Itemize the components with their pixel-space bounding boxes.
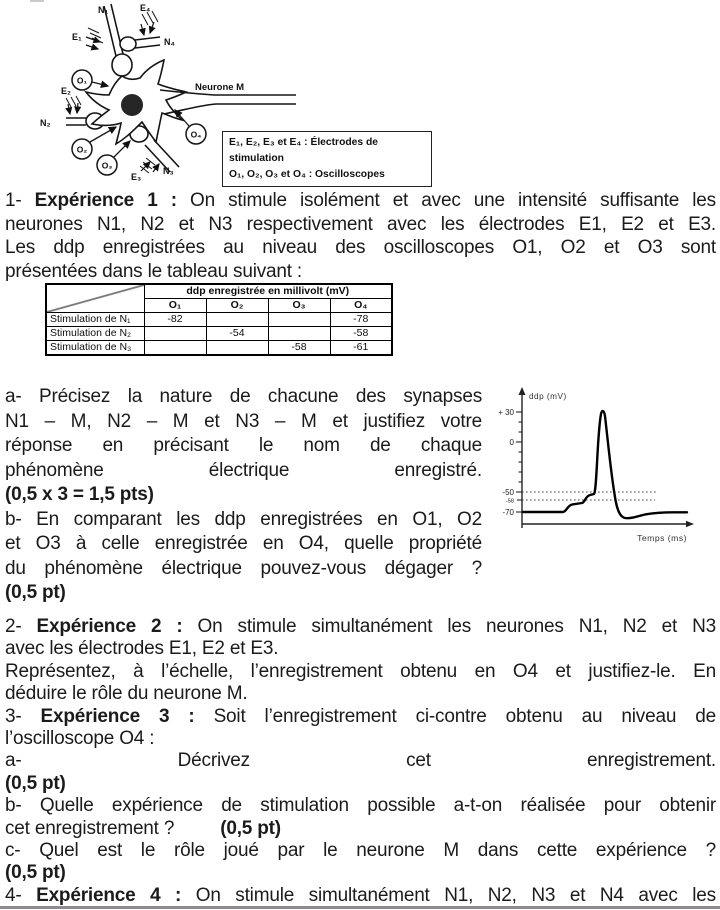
n4-label: N₄ (164, 37, 175, 47)
experiences-2-3-4-section (5, 616, 716, 907)
exp4-line1: On stimule simultanément N1, N2, N3 et N4 avec les (195, 884, 716, 906)
text-line (5, 818, 716, 840)
text-line (5, 885, 716, 907)
exp4-number: 4- (5, 884, 22, 906)
ytick-plus30: + 30 (498, 408, 514, 417)
axes (522, 392, 689, 528)
text-line: Représentez, à l’échelle, l’enregistrement obtenu en O4 et justifiez-le. En (5, 660, 716, 682)
ddp-cell (206, 341, 268, 356)
ddp-cell: -54 (206, 327, 268, 341)
o3-label: O₃ (101, 160, 113, 171)
e3-label: E₃ (131, 172, 142, 182)
text-line: a- Précisez la nature de chacune des synapses (5, 386, 482, 407)
exp2-line1: On stimule simultanément les neurones N1, N2 et N3 (197, 616, 716, 637)
points-b: (0,5 pt) (5, 582, 66, 603)
ddp-cell: -58 (268, 341, 330, 356)
text-line: avec les électrodes E1, E2 et E3. (5, 638, 279, 660)
n2-label: N₂ (40, 118, 51, 128)
points-exp3-b: (0,5 pt) (220, 817, 281, 839)
nucleus (121, 94, 143, 116)
y-axis-arrow (519, 387, 526, 395)
stimulation-electrode-icon-e1 (86, 28, 103, 49)
legend-line-oscilloscopes: O₁, O₂, O₃ et O₄ : Oscilloscopes (229, 168, 385, 180)
oscilloscope-o1 (72, 70, 108, 90)
legend-line-electrodes: E₁, E₂, E₃ et E₄ : Électrodes de stimulation (229, 137, 378, 164)
col-header-o3: O₃ (268, 299, 330, 313)
n2-axon (66, 118, 86, 125)
n1-synaptic-bouton (112, 54, 132, 76)
text-line: c- Quel est le rôle joué par le neurone M dans cette expérience ? (5, 839, 716, 861)
ytick-0: 0 (509, 438, 514, 447)
x-axis-arrow (686, 521, 694, 527)
ddp-cell: -78 (330, 313, 392, 327)
e1-label: E₁ (72, 32, 82, 42)
ytick-minus70: -70 (502, 508, 514, 517)
text-line: neurones N1, N2 et N3 respectivement avec les électrodes E1, E2 et E3. (5, 213, 716, 235)
ddp-cell: -58 (330, 327, 392, 341)
ytick-minus58: -58 (505, 498, 514, 505)
text-line: réponse en précisant le nom de chaque (5, 435, 482, 456)
text-line (5, 706, 716, 728)
text-line: a- Décrivez cet enregistrement. (5, 750, 716, 772)
exp1-number: 1- (5, 190, 22, 211)
text-line: l’oscilloscope O4 : (5, 727, 155, 749)
text-line: b- Quelle expérience de stimulation possible a-t-on réalisée pour obtenir (5, 795, 716, 817)
text-line: du phénomène électrique pouvez-vous dégager ? (5, 557, 482, 579)
col-header-o4: O₄ (330, 299, 392, 313)
text-line: N1 – M, N2 – M et N3 – M et justifiez votre (5, 410, 482, 432)
col-header-o1: O₁ (144, 299, 206, 313)
table-header: ddp enregistrée en millivolt (mV) (144, 284, 392, 299)
text-line: phénomène électrique enregistré. (5, 459, 482, 481)
text-line (5, 616, 716, 638)
table-corner-cell (46, 284, 144, 313)
exp3-b-line2: cet enregistrement ? (5, 817, 175, 839)
questions-a-b-section (5, 385, 482, 606)
ddp-cell (144, 327, 206, 341)
exp2-number: 2- (5, 616, 22, 637)
y-axis-title: ddp (mV) (529, 392, 567, 401)
ddp-cell (268, 327, 330, 341)
o4-label: O₄ (190, 129, 202, 140)
table-row (46, 313, 392, 327)
oscilloscope-o4 (175, 110, 206, 144)
exp4-title: Expérience 4 : (36, 884, 182, 906)
oscilloscope-o3 (97, 141, 130, 175)
action-potential-curve (523, 411, 687, 518)
ddp-cell (268, 313, 330, 327)
ddp-table (45, 283, 393, 356)
text-line (5, 189, 716, 213)
points-exp3-c: (0,5 pt) (5, 862, 66, 884)
points-exp3-a: (0,5 pt) (5, 772, 66, 794)
diagram-legend (222, 131, 432, 187)
e4-label: E₄ (140, 3, 151, 13)
table-row (46, 327, 392, 341)
stimulation-electrode-icon-e3 (140, 158, 159, 173)
exp3-line1: Soit l’enregistrement ci-contre obtenu au niveau de (213, 705, 716, 727)
ddp-cell: -61 (330, 341, 392, 356)
exp1-line1: On stimule isolément et avec une intensité suffisante les (190, 190, 716, 211)
neuron-m-label: Neurone M (195, 82, 245, 93)
stimulation-electrode-icon-e4 (141, 11, 158, 35)
n4-axon (135, 37, 160, 48)
exp1-title: Expérience 1 : (34, 190, 177, 211)
exp3-number: 3- (5, 705, 22, 727)
o4-recording-chart (495, 384, 700, 552)
text-line: Les ddp enregistrées au niveau des oscilloscopes O1, O2 et O3 sont (5, 237, 716, 258)
text-line: b- En comparant les ddp enregistrées en O1, O2 (5, 508, 482, 530)
y-axis-ticks (516, 412, 522, 512)
x-axis-title: Temps (ms) (637, 533, 687, 543)
row-label: Stimulation de N₁ (46, 313, 144, 327)
table-row (46, 341, 392, 356)
n3-label: N₃ (163, 166, 174, 176)
text-line: présentées dans le tableau suivant : (5, 260, 303, 282)
exp2-title: Expérience 2 : (36, 616, 183, 637)
page-bottom-rule (0, 906, 720, 909)
ddp-cell: -82 (144, 313, 206, 327)
n1-label: N₁ (98, 5, 109, 15)
experience-1-section (5, 189, 716, 283)
text-line: déduire le rôle du neurone M. (5, 683, 248, 705)
ytick-minus50: -50 (502, 488, 514, 497)
n4-synaptic-bouton (120, 37, 136, 51)
ddp-cell (206, 313, 268, 327)
exp3-title: Expérience 3 : (40, 705, 195, 727)
row-label: Stimulation de N₂ (46, 327, 144, 341)
o1-label: O₁ (76, 75, 88, 86)
row-label: Stimulation de N₃ (46, 341, 144, 356)
text-line: et O3 à celle enregistrée en O4, quelle propriété (5, 533, 482, 554)
points-a: (0,5 x 3 = 1,5 pts) (5, 484, 154, 505)
col-header-o2: O₂ (206, 299, 268, 313)
stimulation-electrode-icon-e2 (66, 96, 81, 114)
e2-label: E₂ (61, 86, 72, 96)
oscilloscope-o2 (72, 127, 116, 159)
ddp-cell (144, 341, 206, 356)
o2-label: O₂ (76, 144, 88, 155)
